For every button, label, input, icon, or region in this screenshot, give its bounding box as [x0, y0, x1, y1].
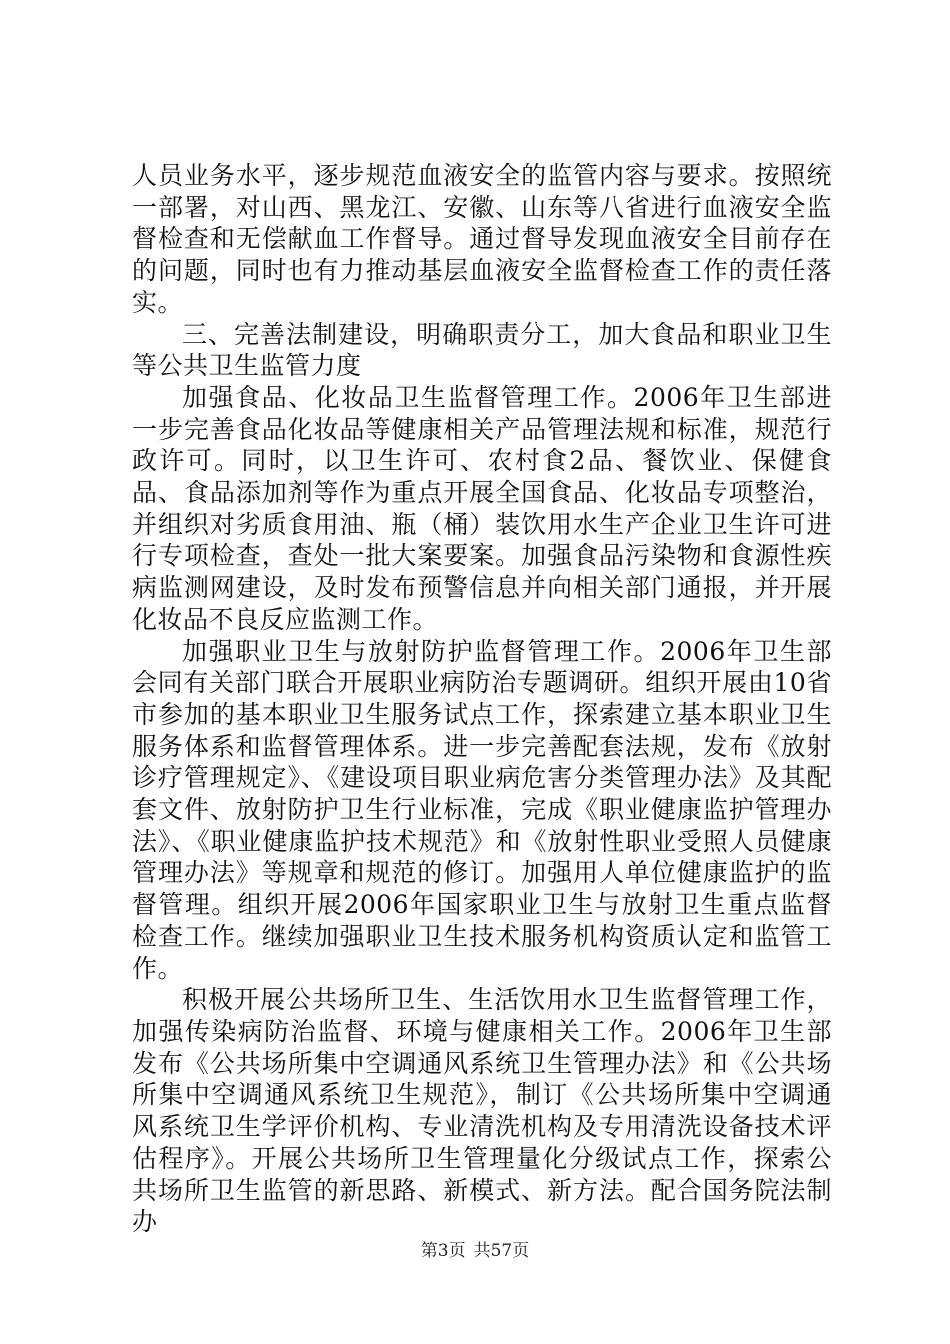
body-text: [132, 160, 832, 1238]
page-number: 第3页: [420, 1241, 466, 1261]
section-heading: 三、完善法制建设，明确职责分工，加大食品和职业卫生等公共卫生监管力度: [132, 319, 832, 381]
paragraph-public-places: 积极开展公共场所卫生、生活饮用水卫生监督管理工作，加强传染病防治监督、环境与健康相关工作。2006年卫生部发布《公共场所集中空调通风系统卫生管理办法》和《公共场所集中空调通风系统卫生规范》，制订《公共场所集中空调通风系统卫生学评价机构、专业清洗机构及专用清洗设备技术评估程序》。开展公共场所卫生管理量化分级试点工作，探索公共场所卫生监管的新思路、新模式、新方法。配合国务院法制办: [132, 985, 832, 1237]
page-total: 共57页: [473, 1241, 530, 1261]
paragraph-food-cosmetics: 加强食品、化妆品卫生监督管理工作。2006年卫生部进一步完善食品化妆品等健康相关产品管理法规和标准，规范行政许可。同时，以卫生许可、农村食2品、餐饮业、保健食品、食品添加剂等作为重点开展全国食品、化妆品专项整治，并组织对劣质食用油、瓶（桶）装饮用水生产企业卫生许可进行专项检查，查处一批大案要案。加强食品污染物和食源性疾病监测网建设，及时发布预警信息并向相关部门通报，并开展化妆品不良反应监测工作。: [132, 382, 832, 634]
page-footer: [0, 1240, 950, 1262]
paragraph-occupational-health: 加强职业卫生与放射防护监督管理工作。2006年卫生部会同有关部门联合开展职业病防治专题调研。组织开展由10省市参加的基本职业卫生服务试点工作，探索建立基本职业卫生服务体系和监督管理体系。进一步完善配套法规，发布《放射诊疗管理规定》、《建设项目职业病危害分类管理办法》及其配套文件、放射防护卫生行业标准，完成《职业健康监护管理办法》、《职业健康监护技术规范》和《放射性职业受照人员健康管理办法》等规章和规范的修订。加强用人单位健康监护的监督管理。组织开展2006年国家职业卫生与放射卫生重点监督检查工作。继续加强职业卫生技术服务机构资质认定和监管工作。: [132, 636, 832, 983]
paragraph-continuation: 人员业务水平，逐步规范血液安全的监管内容与要求。按照统一部署，对山西、黑龙江、安徽、山东等八省进行血液安全监督检查和无偿献血工作督导。通过督导发现血液安全目前存在的问题，同时也有力推动基层血液安全监督检查工作的责任落实。: [132, 161, 832, 317]
